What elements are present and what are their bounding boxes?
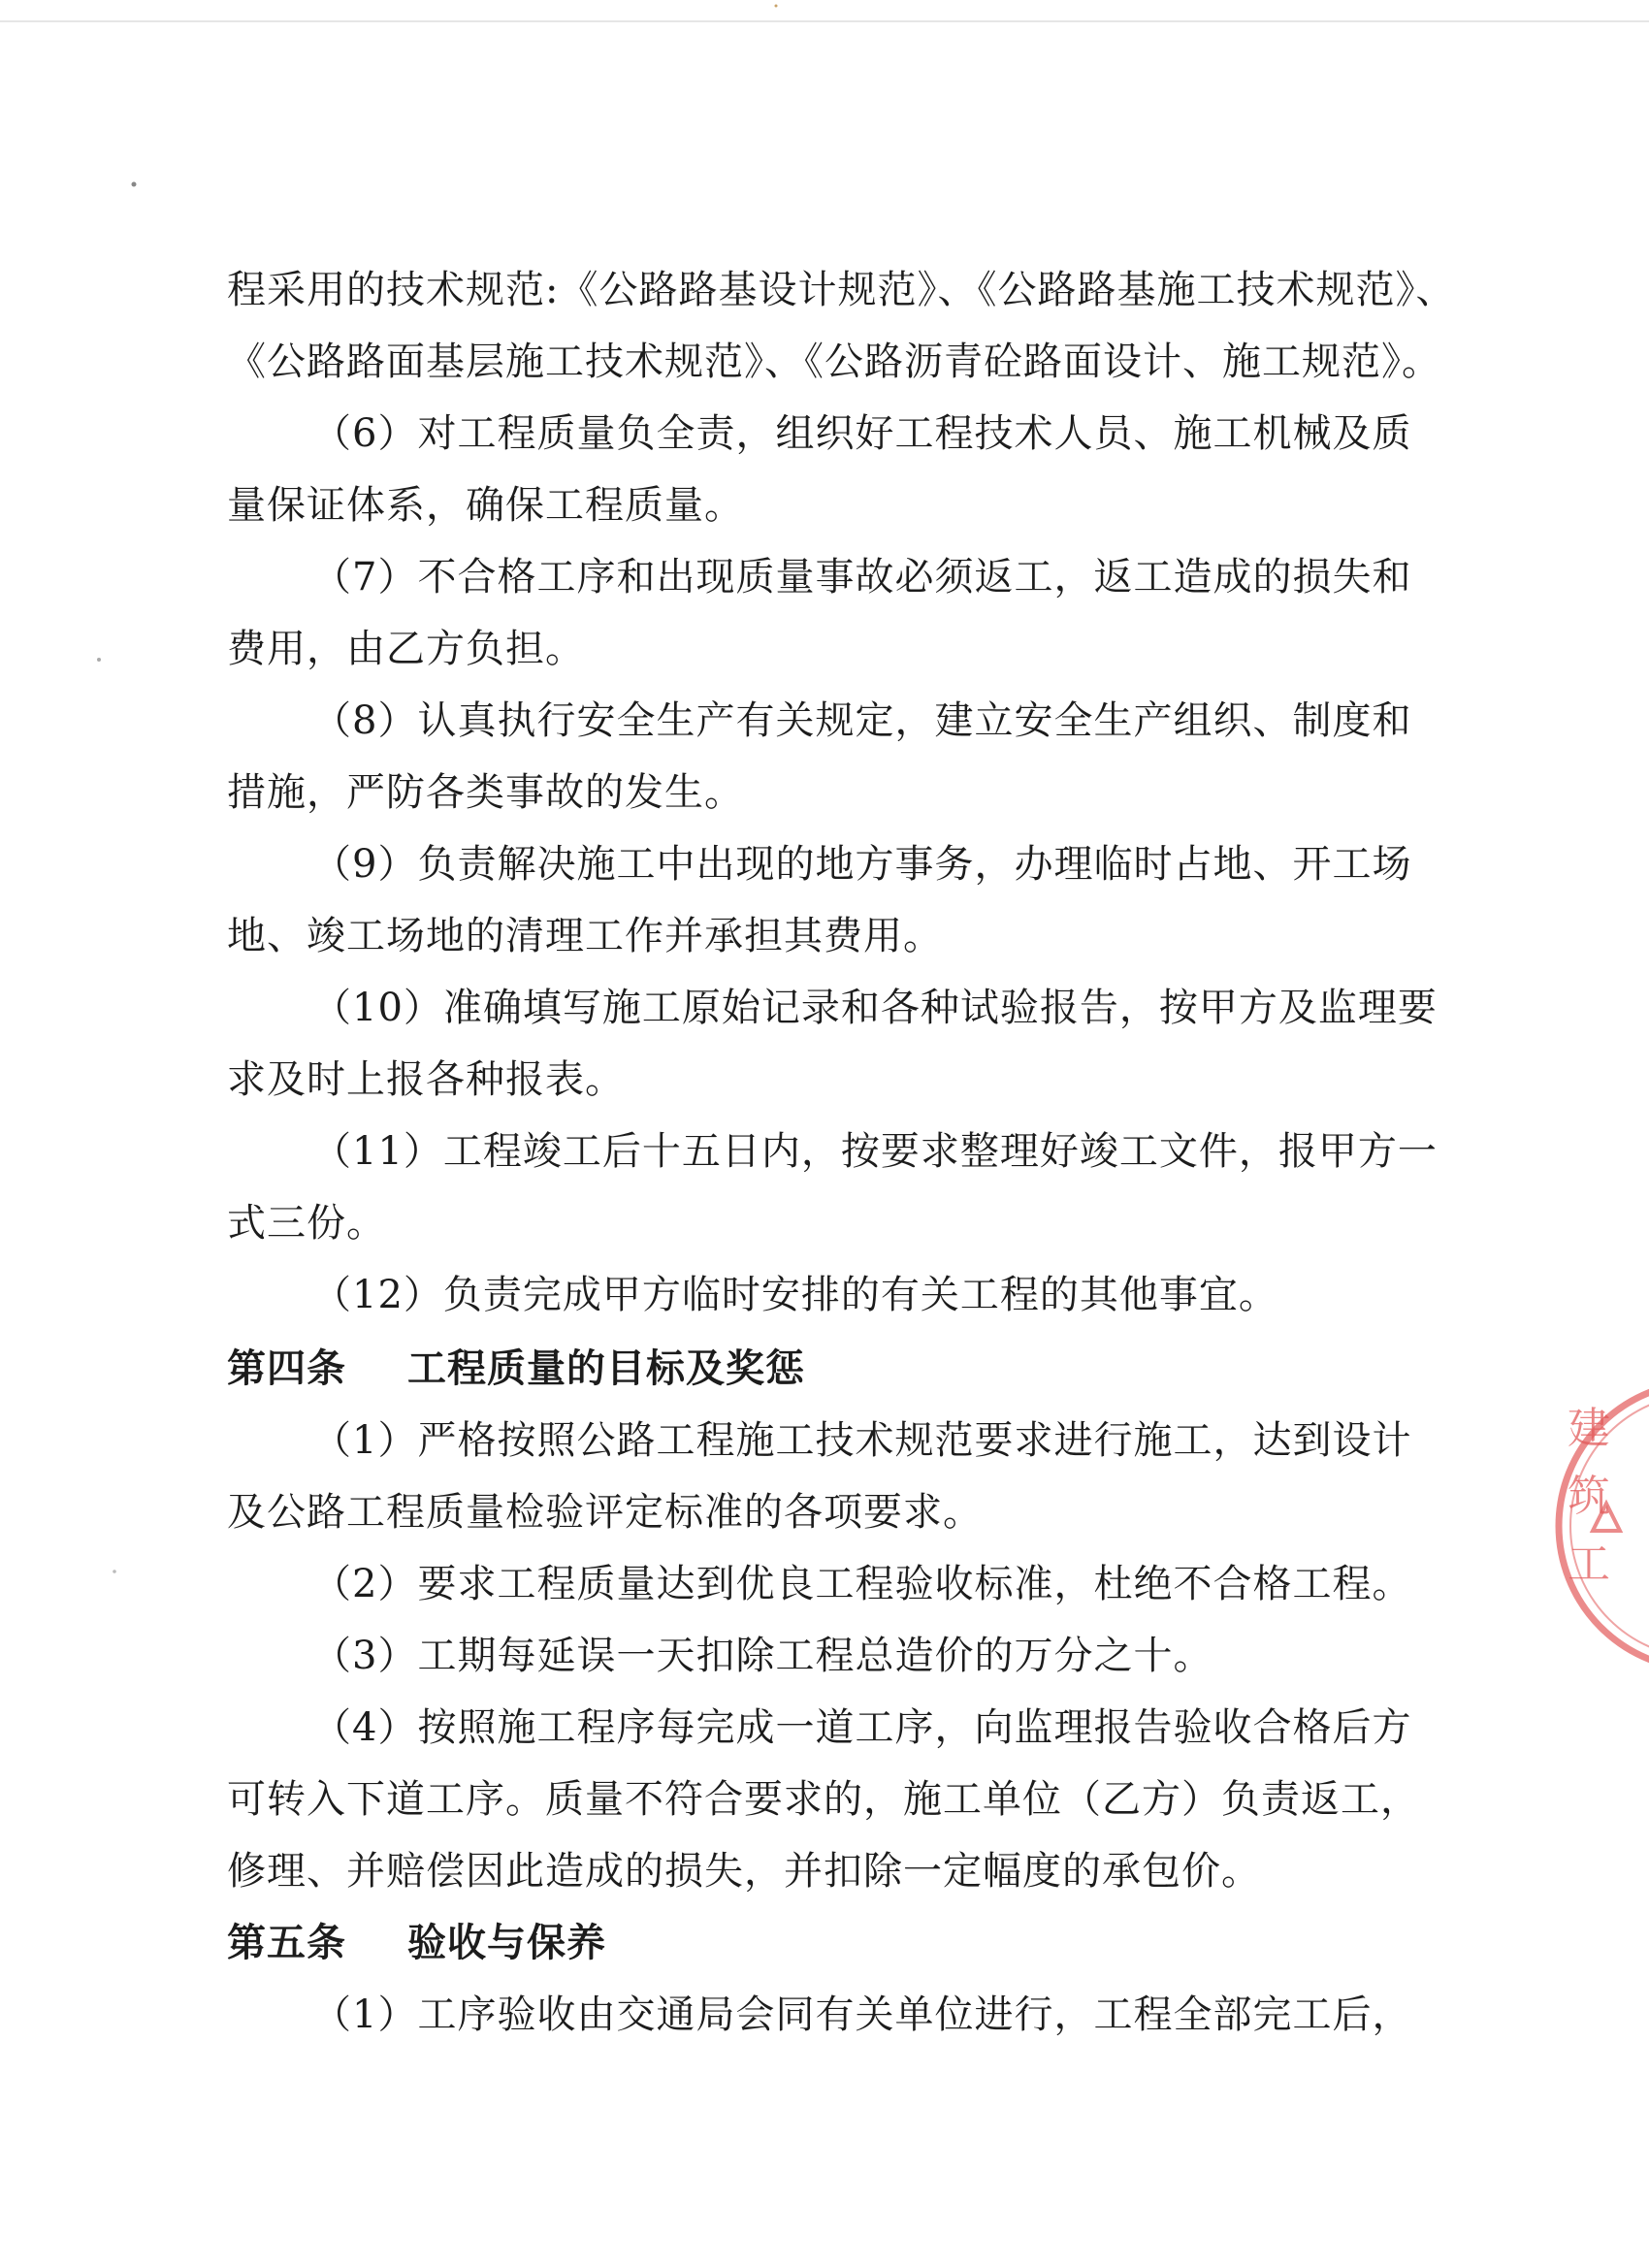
text-line: 《公路路面基层施工技术规范》、《公路沥青砼路面设计、施工规范》。	[227, 340, 1441, 384]
clause-line: （8）认真执行安全生产有关规定，建立安全生产组织、制度和	[312, 698, 1412, 743]
section-heading-5	[227, 1907, 1449, 1979]
clause-line: （11）工程竣工后十五日内，按要求整理好竣工文件，报甲方一	[312, 1129, 1438, 1174]
scan-speck	[132, 182, 137, 187]
clause-line: （12）负责完成甲方临时安排的有关工程的其他事宜。	[312, 1273, 1278, 1317]
clause-line: （10）准确填写施工原始记录和各种试验报告，按甲方及监理要	[312, 986, 1438, 1030]
clause-line: （4）按照施工程序每完成一道工序，向监理报告验收合格后方	[312, 1705, 1412, 1750]
clause-line: （2）要求工程质量达到优良工程验收标准，杜绝不合格工程。	[312, 1562, 1412, 1606]
clause-line: （1）严格按照公路工程施工技术规范要求进行施工，达到设计	[312, 1418, 1412, 1463]
text-line: 及公路工程质量检验评定标准的各项要求。	[227, 1490, 983, 1535]
section-number: 第四条	[227, 1346, 346, 1391]
text-line: 措施，严防各类事故的发生。	[227, 770, 744, 815]
scan-speck	[775, 5, 778, 8]
company-seal	[1542, 1366, 1649, 1686]
section-4-clauses	[227, 1405, 1449, 1907]
text-line: 程采用的技术规范:《公路路基设计规范》、《公路路基施工技术规范》、	[227, 268, 1456, 312]
clause-line: （7）不合格工序和出现质量事故必须返工，返工造成的损失和	[312, 555, 1412, 599]
section-title: 工程质量的目标及奖惩	[407, 1346, 805, 1391]
clause-line: （1）工序验收由交通局会同有关单位进行，工程全部完工后，	[312, 1993, 1412, 2037]
text-line: 式三份。	[227, 1201, 386, 1246]
text-line: 可转入下道工序。质量不符合要求的，施工单位（乙方）负责返工，	[227, 1777, 1420, 1822]
scan-speck	[113, 1570, 116, 1573]
continued-clauses	[227, 254, 1456, 1331]
clause-line: （3）工期每延误一天扣除工程总造价的万分之十。	[312, 1634, 1213, 1678]
section-number: 第五条	[227, 1921, 346, 1965]
section-title: 验收与保养	[407, 1921, 606, 1965]
text-line: 修理、并赔偿因此造成的损失，并扣除一定幅度的承包价。	[227, 1849, 1261, 1894]
text-line: 量保证体系，确保工程质量。	[227, 483, 744, 528]
text-line: 求及时上报各种报表。	[227, 1057, 625, 1102]
text-line: 费用，由乙方负担。	[227, 627, 585, 671]
section-5-clauses	[227, 1979, 1449, 2051]
clause-line: （9）负责解决施工中出现的地方事务，办理临时占地、开工场	[312, 842, 1412, 887]
text-line: 地、竣工场地的清理工作并承担其费用。	[227, 914, 943, 958]
clause-line: （6）对工程质量负全责，组织好工程技术人员、施工机械及质	[312, 411, 1412, 456]
scan-speck	[97, 658, 101, 662]
document-body	[227, 254, 1456, 2051]
section-heading-4	[227, 1333, 1449, 1405]
seal-text: 建筑工	[1568, 1404, 1610, 1589]
